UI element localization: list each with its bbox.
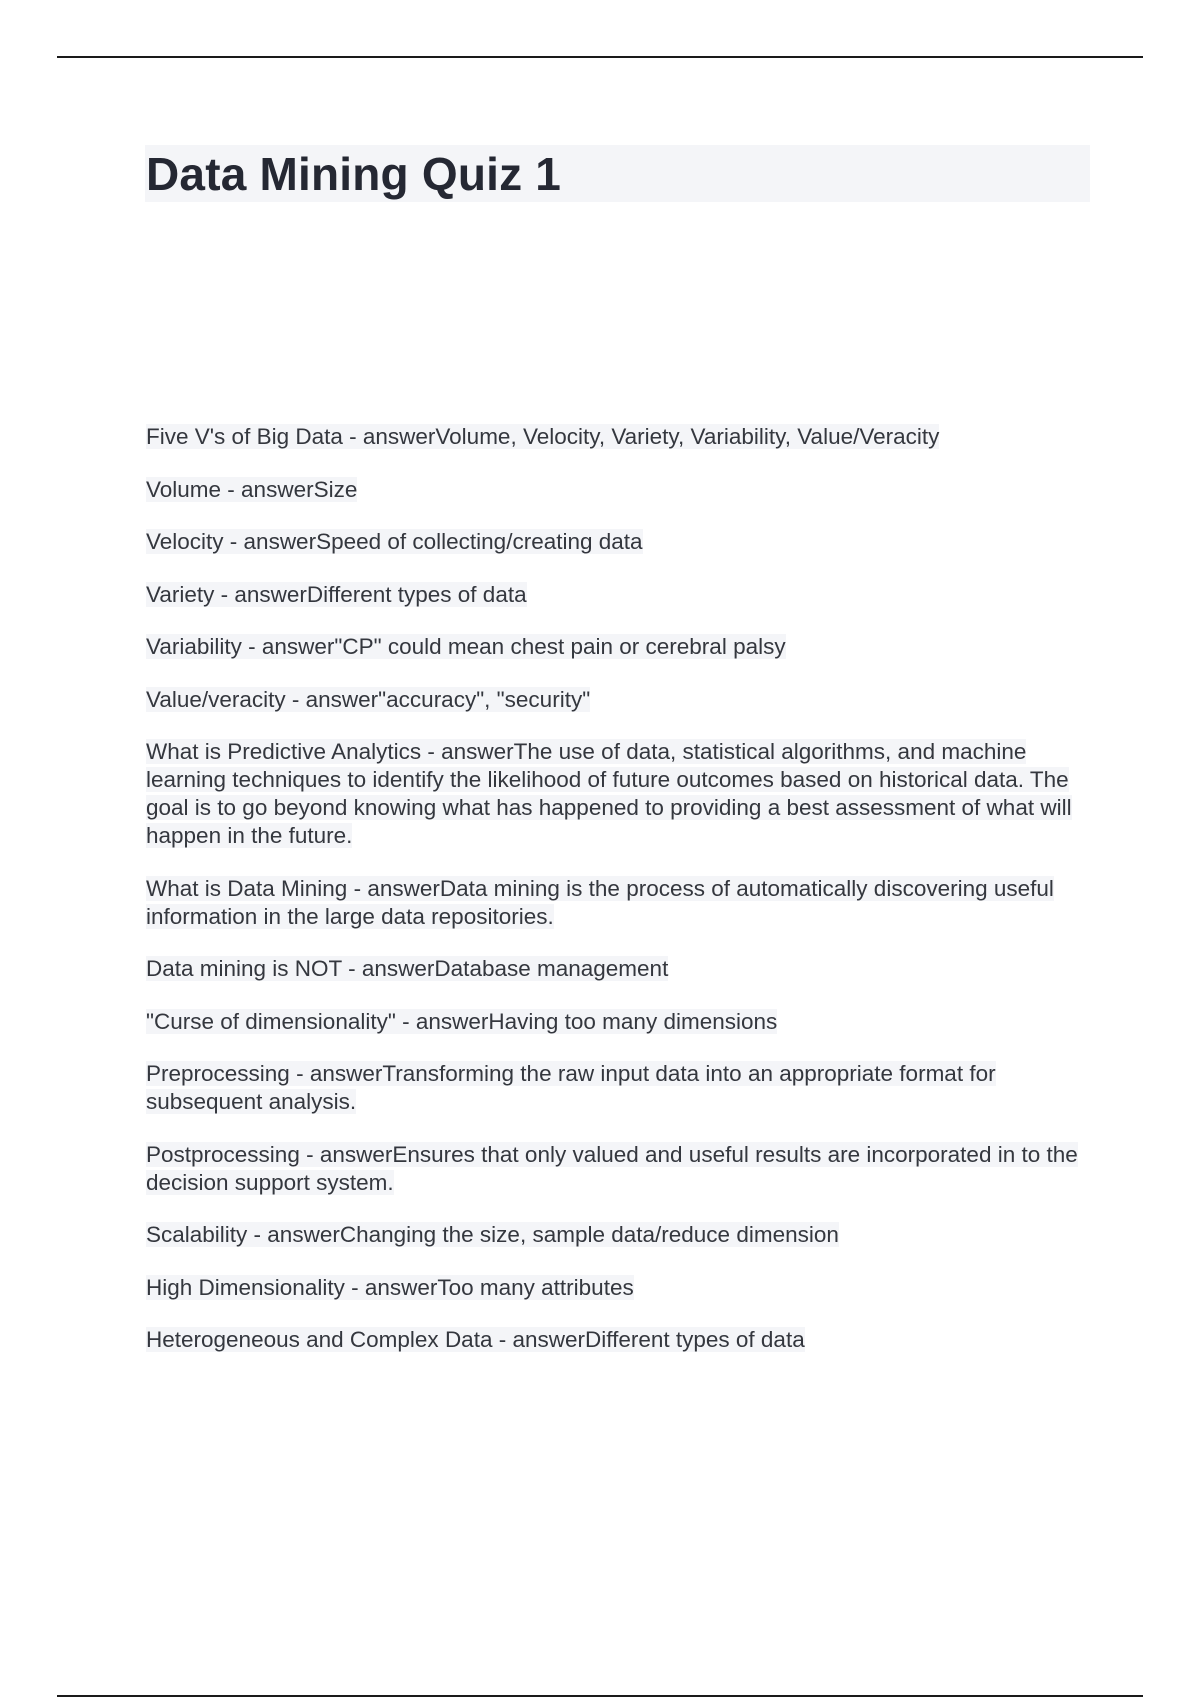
qa-item-variability: [146, 633, 1091, 661]
qa-item-heterogeneous-data: [146, 1326, 1091, 1354]
qa-item-high-dimensionality: [146, 1274, 1091, 1302]
qa-item-text: Preprocessing - answerTransforming the raw input data into an appropriate format for subsequent analysis.: [146, 1061, 996, 1114]
qa-item-text: Variability - answer"CP" could mean chest pain or cerebral palsy: [146, 634, 786, 659]
qa-item-velocity: [146, 528, 1091, 556]
qa-item-value-veracity: [146, 686, 1091, 714]
qa-item-predictive-analytics: [146, 738, 1091, 850]
qa-item-text: Volume - answerSize: [146, 476, 358, 502]
qa-item-text: High Dimensionality - answerToo many attributes: [146, 1274, 634, 1300]
qa-item-text: Heterogeneous and Complex Data - answerDifferent types of data: [146, 1327, 805, 1352]
qa-item-variety: [146, 581, 1091, 609]
qa-item-data-mining: [146, 875, 1091, 931]
qa-item-text: Data mining is NOT - answerDatabase management: [146, 956, 669, 981]
qa-item-text: Five V's of Big Data - answerVolume, Velocity, Variety, Variability, Value/Veracity: [146, 424, 940, 449]
qa-item-scalability: [146, 1221, 1091, 1249]
qa-item-text: "Curse of dimensionality" - answerHaving too many dimensions: [146, 1008, 778, 1034]
qa-item-data-mining-not: [146, 955, 1091, 983]
qa-item-text: Postprocessing - answerEnsures that only valued and useful results are incorporated in to the decision support system.: [146, 1141, 1078, 1195]
qa-list: [146, 423, 1091, 1379]
qa-item-text: Velocity - answerSpeed of collecting/creating data: [146, 529, 643, 554]
top-rule: [57, 56, 1143, 58]
qa-item-five-vs: [146, 423, 1091, 451]
qa-item-preprocessing: [146, 1060, 1091, 1116]
qa-item-text: Value/veracity - answer"accuracy", "security": [146, 686, 591, 712]
bottom-rule: [57, 1695, 1143, 1697]
qa-item-text: Scalability - answerChanging the size, sample data/reduce dimension: [146, 1222, 839, 1247]
qa-item-volume: [146, 476, 1091, 504]
qa-item-text: Variety - answerDifferent types of data: [146, 581, 527, 607]
qa-item-text: What is Predictive Analytics - answerThe use of data, statistical algorithms, and machine learning techniques to identify the likelihood of future outcomes based on historical data. The goal is to go beyond knowing what has happened to providing a best assessment of what will happen in the future.: [146, 739, 1072, 848]
qa-item-curse-dimensionality: [146, 1008, 1091, 1036]
qa-item-postprocessing: [146, 1141, 1091, 1197]
qa-item-text: What is Data Mining - answerData mining is the process of automatically discovering useful information in the large data repositories.: [146, 875, 1054, 929]
page-title: Data Mining Quiz 1: [146, 148, 562, 200]
